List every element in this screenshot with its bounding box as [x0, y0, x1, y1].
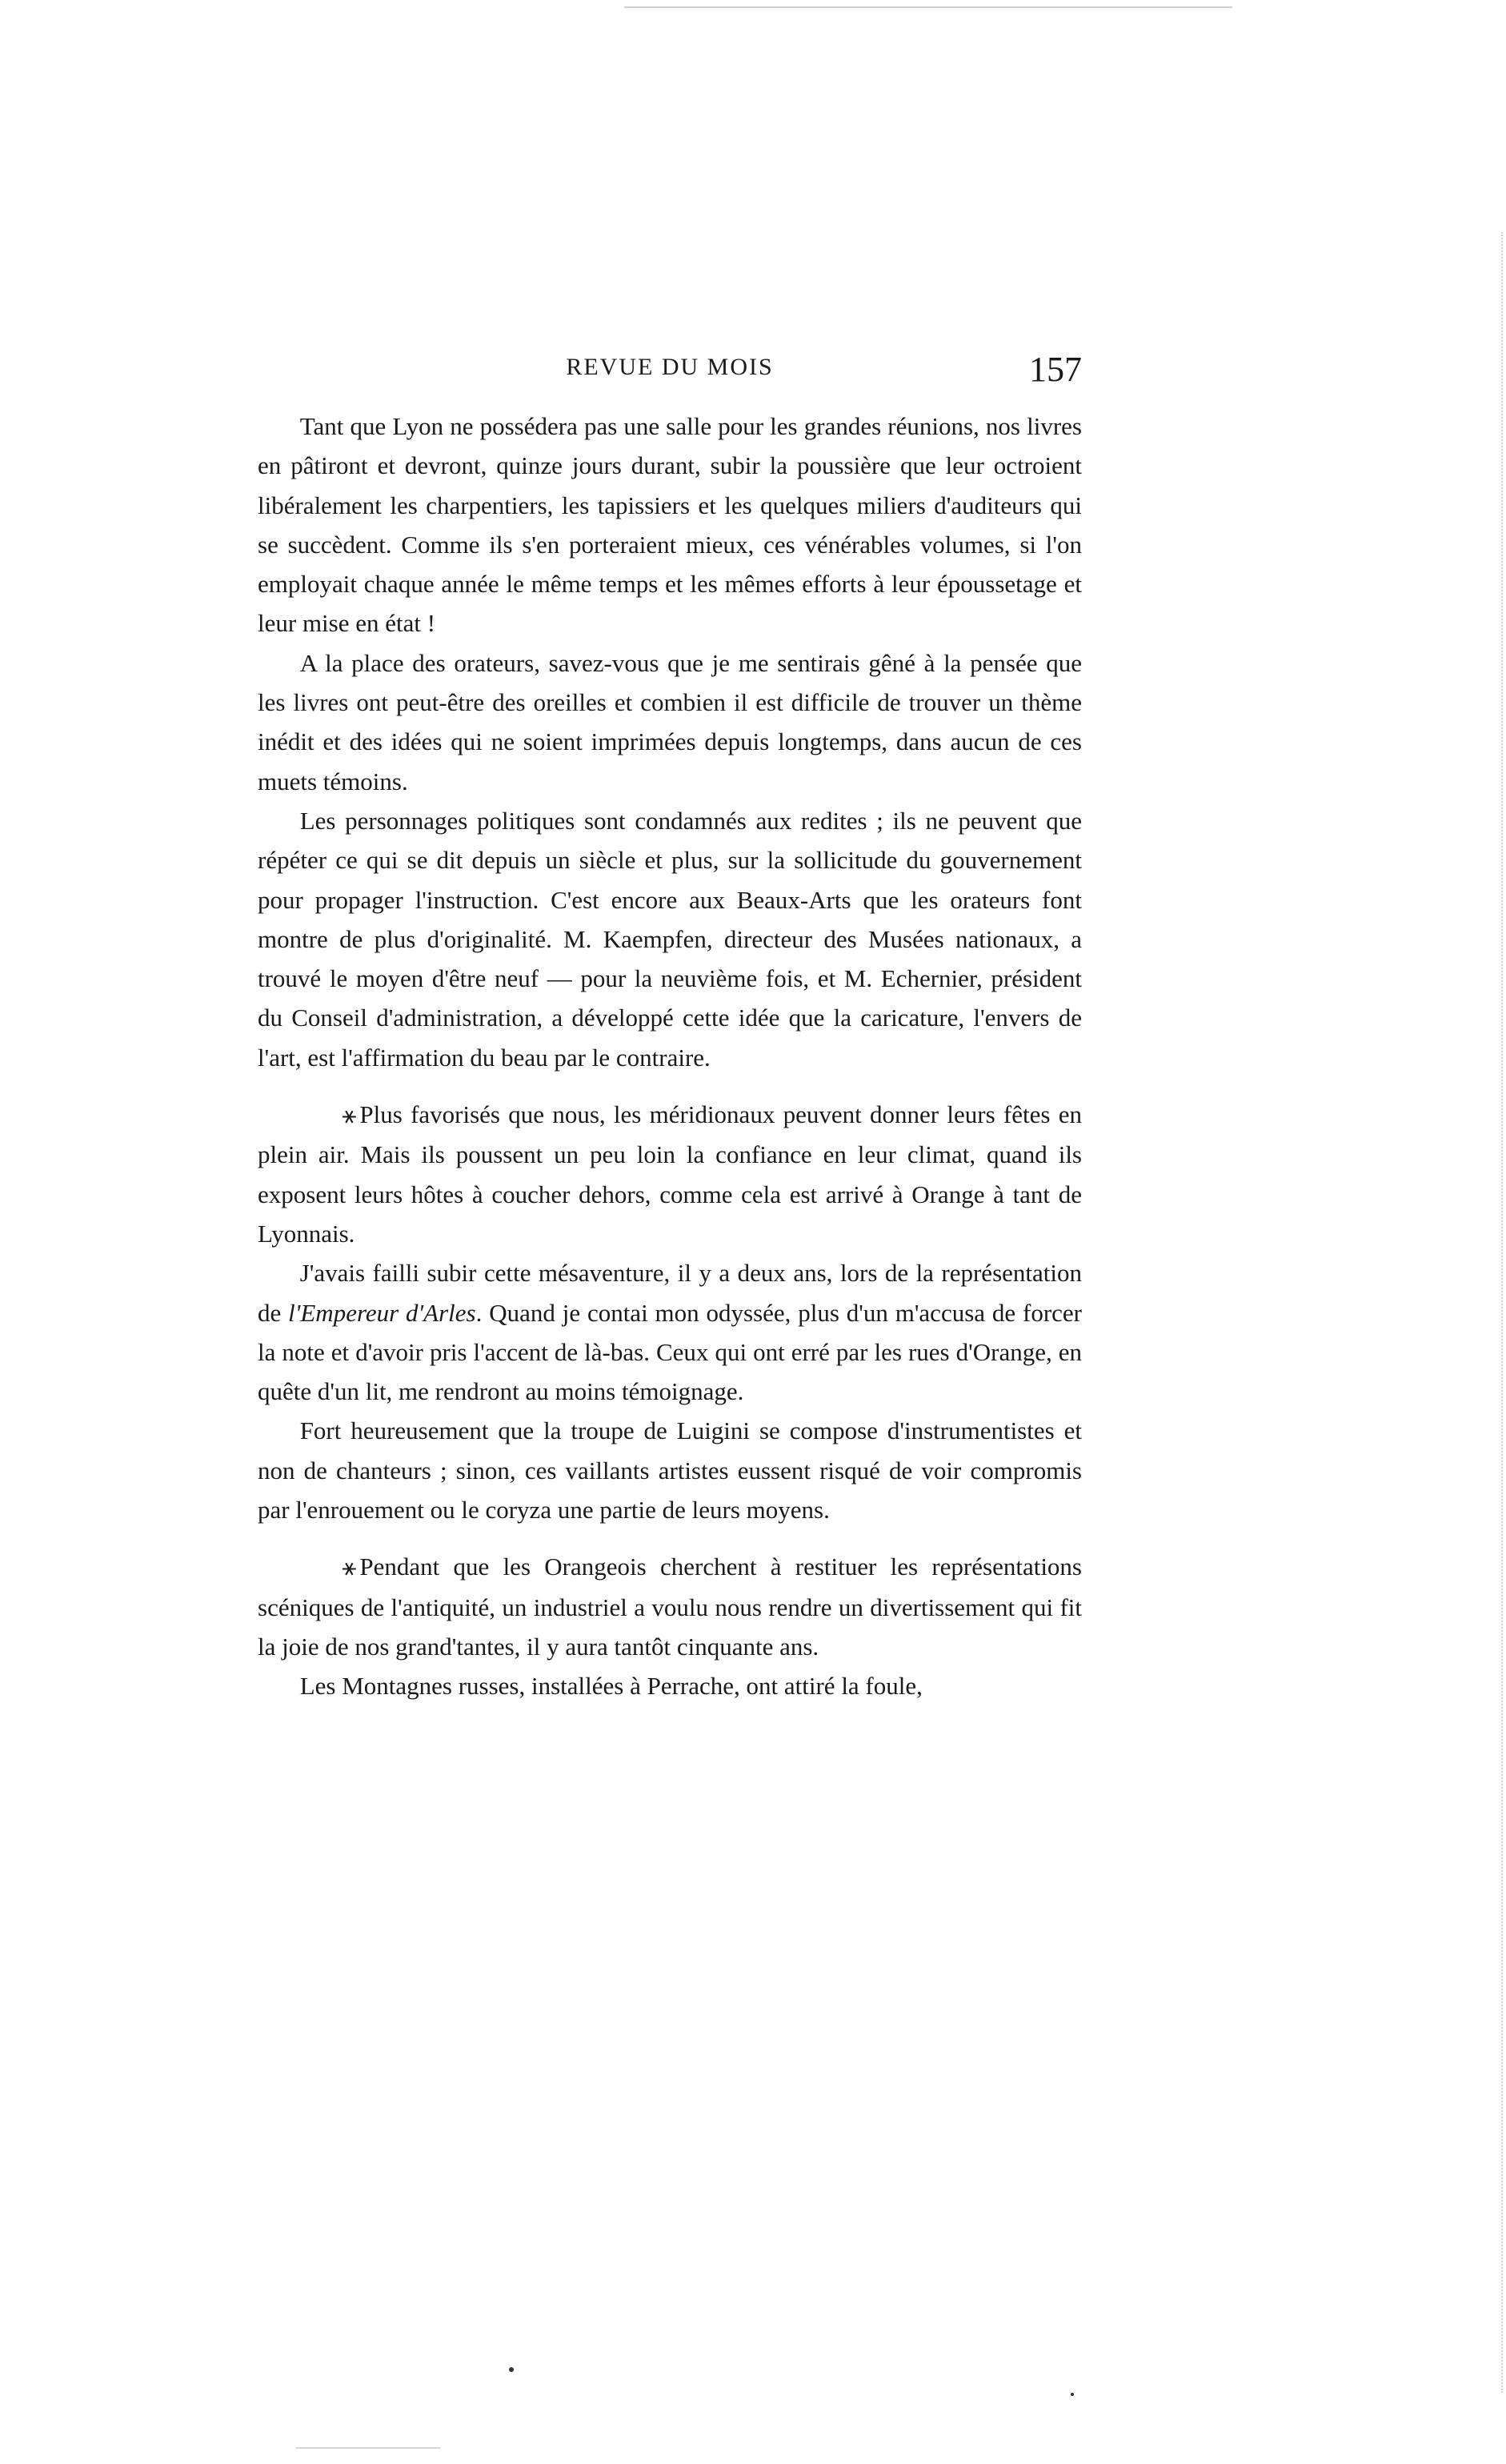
- paragraph: Les Montagnes russes, installées à Perrache, ont attiré la foule,: [299, 1672, 923, 1701]
- asterism-icon: ⚹: [342, 1102, 357, 1129]
- work-title: l'Empereur d'Arles: [288, 1298, 476, 1327]
- asterism-icon: ⚹: [342, 1554, 357, 1581]
- page-header: [258, 349, 1082, 397]
- paragraph: [258, 1547, 1082, 1666]
- paragraph: Fort heureusement que la troupe de Luigini se compose d'instrumentistes et non de chanteurs ; sinon, ces vaillants artistes eussent risqué de voir compromis par l'enrouement ou le coryza une partie de leurs moyens.: [258, 1416, 1082, 1524]
- page-edge: [1501, 232, 1503, 2393]
- paragraph: A la place des orateurs, savez-vous que je me sentirais gêné à la pensée que les livres ont peut-être des oreilles et combien il est difficile de trouver un thème inédit et des idées qui ne soient imprimées depuis longtemps, dans aucun de ces muets témoins.: [258, 648, 1082, 795]
- running-title: REVUE DU MOIS: [566, 354, 774, 380]
- top-rule: [624, 6, 1232, 8]
- paragraph: [258, 1095, 1082, 1253]
- paragraph-text: . Quand je contai mon odyssée, plus d'un m'accusa de forcer la note et d'avoir pris l'accent de là-bas. Ceux qui ont erré par les rues d'Orange, en quête d'un lit, me rendront au moins témoignage.: [258, 1298, 1082, 1406]
- paragraph: Les personnages politiques sont condamnés aux redites ; ils ne peuvent que répéter ce qui se dit depuis un siècle et plus, sur la sollicitude du gouvernement pour propager l'instruction. C'est encore aux Beaux-Arts que les orateurs font montre de plus d'originalité. M. Kaempfen, directeur des Musées nationaux, a trouvé le moyen d'être neuf — pour la neuvième fois, et M. Echernier, président du Conseil d'administration, a développé cette idée que la caricature, l'envers de l'art, est l'affirmation du beau par le contraire.: [258, 806, 1082, 1072]
- paragraph-text: Pendant que les Orangeois cherchent à restituer les représentations scéniques de l'antiquité, un industriel a voulu nous rendre un divertissement qui fit la joie de nos grand'tantes, il y aura tantôt cinquante ans.: [258, 1553, 1082, 1661]
- body-text: [258, 407, 1082, 1706]
- ink-speck: [509, 2367, 514, 2372]
- paragraph-text: J'avais failli subir cette mésaventure, il y a deux ans, lors de la représentation de: [258, 1259, 1082, 1327]
- paragraph-text: Plus favorisés que nous, les méridionaux peuvent donner leurs fêtes en plein air. Mais ils poussent un peu loin la confiance en leur climat, quand ils exposent leurs hôtes à coucher dehors, comme cela est arrivé à Orange à tant de Lyonnais.: [258, 1100, 1082, 1248]
- page-number: 157: [1029, 350, 1082, 389]
- bottom-rule: [296, 2447, 440, 2449]
- paragraph: Tant que Lyon ne possédera pas une salle pour les grandes réunions, nos livres en pâtiront et devront, quinze jours durant, subir la poussière que leur octroient libéralement les charpentiers, les tapissiers et les quelques miliers d'auditeurs qui se succèdent. Comme ils s'en porteraient mieux, ces vénérables volumes, si l'on employait chaque année le même temps et les mêmes efforts à leur époussetage et leur mise en état !: [258, 412, 1082, 638]
- paragraph: [258, 1253, 1082, 1411]
- ink-speck: [1071, 2393, 1074, 2396]
